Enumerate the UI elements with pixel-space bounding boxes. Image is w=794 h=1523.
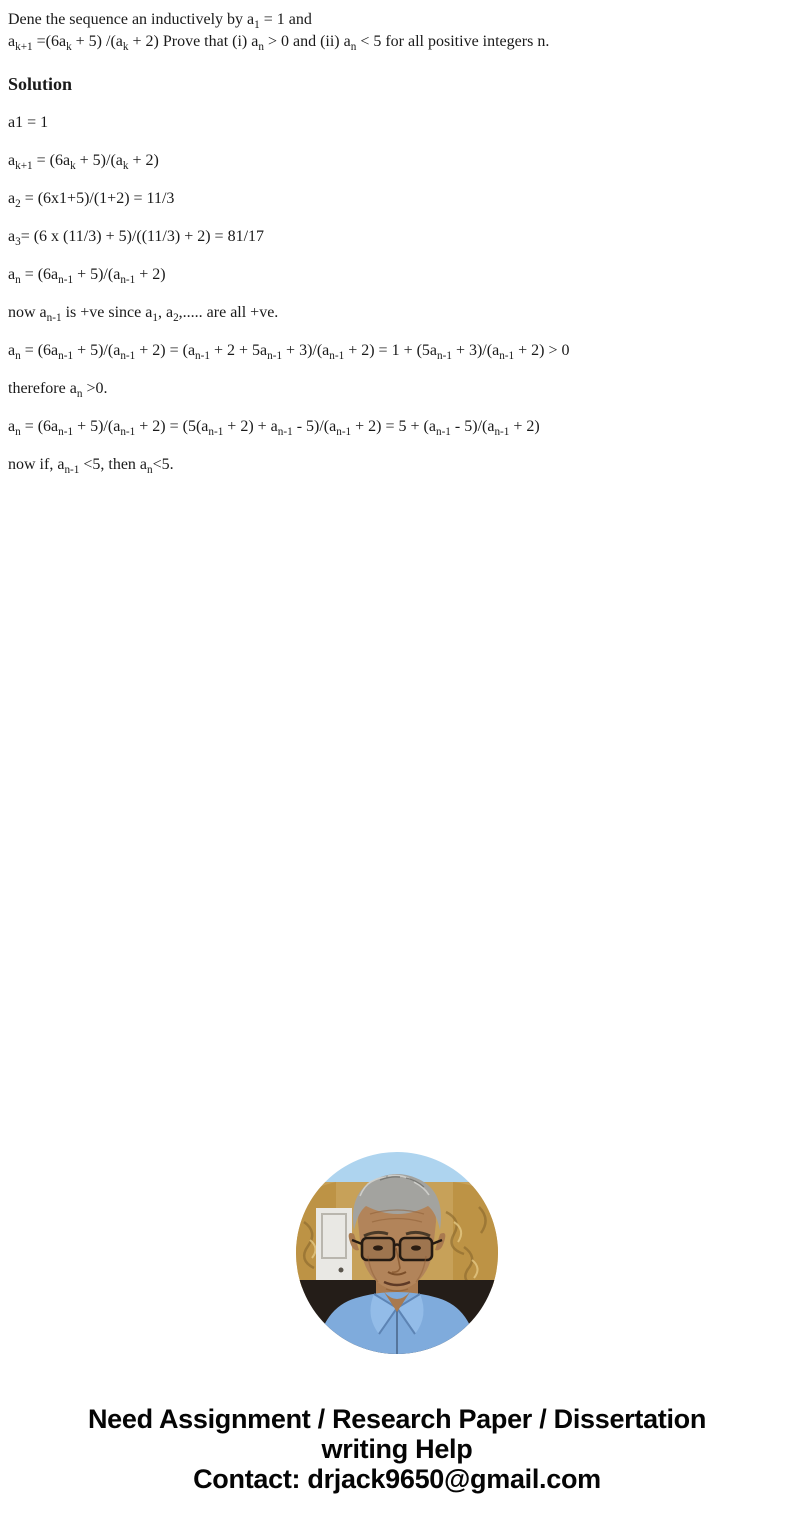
tutor-portrait-illustration bbox=[296, 1152, 498, 1354]
solution-document bbox=[8, 0, 786, 476]
solution-step-8: therefore $a_n >0$. bbox=[8, 380, 108, 401]
problem-line-1: Dene the sequence an inductively by $a_1 = 1$ and bbox=[8, 11, 312, 32]
solution-step-7: $a_n = (6a_{n-1} + 5)/(a_{n-1} + 2) = (a_{n-1} + 2 + 5a_{n-1} + 3)/(a_{n-1} + 2) = 1 + (5a_{n-1} + 3)/(a_{n-1} + 2) > 0$ bbox=[8, 342, 570, 363]
solution-step-10: now if, $a_{n-1} <5$, then $a_n<5$. bbox=[8, 456, 174, 477]
solution-step-5: $a_n = (6a_{n-1} + 5)/(a_{n-1} + 2)$ bbox=[8, 266, 166, 287]
footer-line-1: Need Assignment / Research Paper / Dissertation bbox=[87, 1404, 707, 1434]
solution-step-1: a1 = 1 bbox=[8, 114, 49, 131]
footer-line-2: writing Help bbox=[321, 1434, 473, 1464]
footer-contact-line: Contact: drjack9650@gmail.com bbox=[193, 1464, 601, 1494]
footer-banner bbox=[0, 1404, 794, 1494]
solution-step-9: $a_n = (6a_{n-1} + 5)/(a_{n-1} + 2) = (5(a_{n-1} + 2) + a_{n-1} - 5)/(a_{n-1} + 2) = 5 + (a_{n-1} - 5)/(a_{n-1} + 2)$ bbox=[8, 418, 540, 439]
problem-line-2: $a_{k+1} =(6a_k + 5) /(a_k + 2)$ Prove that (i) $a_n > 0$ and (ii) $a_n < 5$ for all positive integers n. bbox=[8, 33, 550, 54]
solution-step-3: $a_2 = (6x1+5)/(1+2) = 11/3$ bbox=[8, 190, 175, 211]
solution-heading: Solution bbox=[8, 74, 73, 94]
solution-step-2: $a_{k+1} = (6a_k + 5)/(a_k + 2)$ bbox=[8, 152, 159, 173]
solution-step-6: now $a_{n-1}$ is +ve since $a_1$, $a_2$,..... are all +ve. bbox=[8, 304, 279, 325]
solution-step-4: $a_3= (6$ x (11/3) + 5)/((11/3) + 2) = 81/17 bbox=[8, 228, 265, 249]
tutor-portrait-photo bbox=[296, 1152, 498, 1354]
problem-statement bbox=[8, 9, 786, 53]
